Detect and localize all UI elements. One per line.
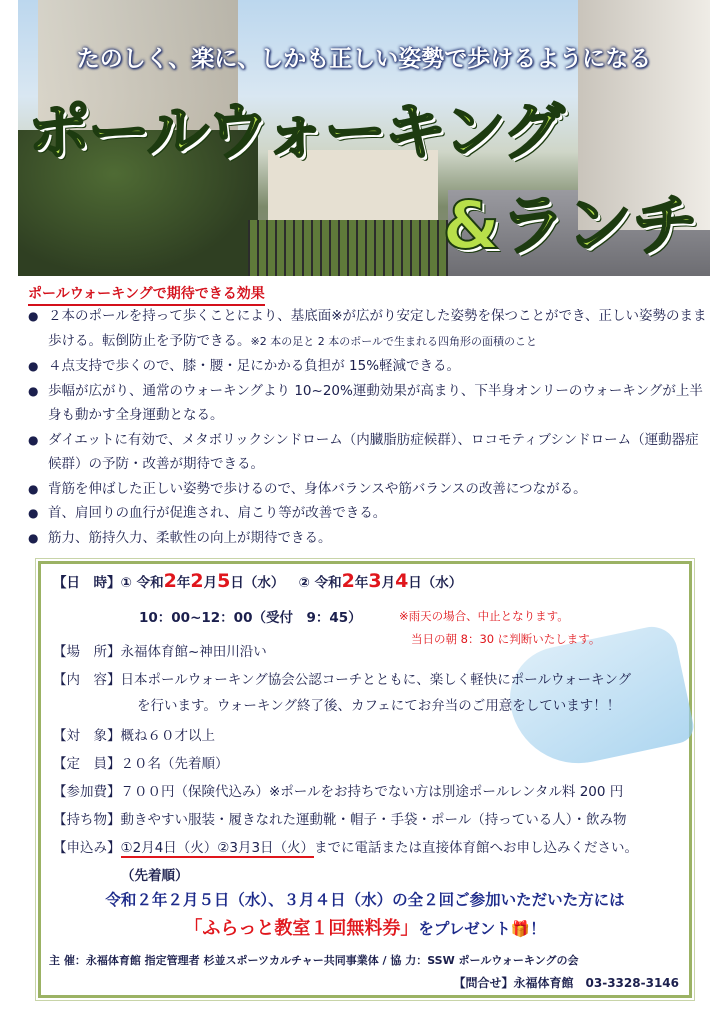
effects-heading: ポールウォーキングで期待できる効果 xyxy=(28,283,265,306)
list-item: ● ２本のポールを持って歩くことにより、基底面※が広がり安定した姿勢を保つことができ、正しい姿勢のまま歩ける。転倒防止を予防できる。※2 本の足と 2 本のポールで生まれる四角形の面積のこと xyxy=(28,304,708,354)
main-title-lunch: &ランチ xyxy=(442,187,698,264)
fee-row: 【参加費】７００円（保険代込み）※ポールをお持ちでない方は別途ポールレンタル料 200 円 xyxy=(53,784,624,800)
apply-deadlines: ①2月4日（火）②3月3日（火） xyxy=(120,840,315,856)
bring-row: 【持ち物】動きやすい服装・履きなれた運動靴・帽子・手袋・ポール（持っている人）・飲み物 xyxy=(53,812,627,828)
list-item: ● ダイエットに有効で、メタボリックシンドローム（内臓脂肪症候群）、ロコモティブシンドローム（運動器症候群）の予防・改善が期待できる。 xyxy=(28,428,708,477)
subtitle: たのしく、楽に、しかも正しい姿勢で歩けるようになる xyxy=(76,46,652,72)
contact: 【問合せ】永福体育館 03-3328-3146 xyxy=(453,976,679,990)
rain-notice: ※雨天の場合、中止となります。 xyxy=(399,609,569,623)
hero-photo-banner xyxy=(18,0,710,276)
first-come: （先着順） xyxy=(121,868,189,884)
list-item: ● 歩幅が広がり、通常のウォーキングより 10~20%運動効果が高まり、下半身オンリーのウォーキングが上半身も動かす全身運動となる。 xyxy=(28,379,708,428)
list-item: ● 筋力、筋持久力、柔軟性の向上が期待できる。 xyxy=(28,526,708,551)
capacity-row: 【定 員】２０名（先着順） xyxy=(53,756,229,772)
target-row: 【対 象】概ね６０才以上 xyxy=(53,728,215,744)
apply-row: 【申込み】①2月4日（火）②3月3日（火）までに電話または直接体育館へお申し込みください。 xyxy=(53,840,639,856)
main-title: ポールウォーキング xyxy=(28,95,563,168)
organizer: 主 催：永福体育館 指定管理者 杉並スポーツカルチャー共同事業体 / 協 力：SSW ポールウォーキングの会 xyxy=(49,954,579,967)
date-row: 【日 時】① 令和2年2月5日（水） ② 令和2年3月4日（水） xyxy=(53,570,463,592)
event-info-box xyxy=(38,561,692,998)
list-item: ● 首、肩回りの血行が促進され、肩こり等が改善できる。 xyxy=(28,501,708,526)
list-item: ● ４点支持で歩くので、膝・腰・足にかかる負担が 15%軽減できる。 xyxy=(28,354,708,379)
list-item: ● 背筋を伸ばした正しい姿勢で歩けるので、身体バランスや筋バランスの改善につながる。 xyxy=(28,477,708,502)
content-row-2: を行います。ウォーキング終了後、カフェにてお弁当のご用意をしています！！ xyxy=(137,698,621,714)
place-row: 【場 所】永福体育館~神田川沿い xyxy=(53,644,267,660)
footnote: ※2 本の足と 2 本のポールで生まれる四角形の面積のこと xyxy=(250,334,537,348)
fence-photo xyxy=(248,220,468,276)
rain-decision: 当日の朝 8：30 に判断いたします。 xyxy=(411,632,601,646)
promo-line: 令和２年２月５日（水）、３月４日（水）の全２回ご参加いただいた方には xyxy=(105,891,625,909)
promo-present: 「ふらっと教室１回無料券」をプレゼント🎁！ xyxy=(184,918,546,939)
free-ticket: 「ふらっと教室１回無料券」 xyxy=(184,918,419,939)
time-row: 10：00~12：00（受付 9：45） xyxy=(139,610,362,626)
content-row: 【内 容】日本ポールウォーキング協会公認コーチとともに、楽しく軽快にポールウォーキング xyxy=(53,672,632,688)
effects-list xyxy=(28,304,708,550)
